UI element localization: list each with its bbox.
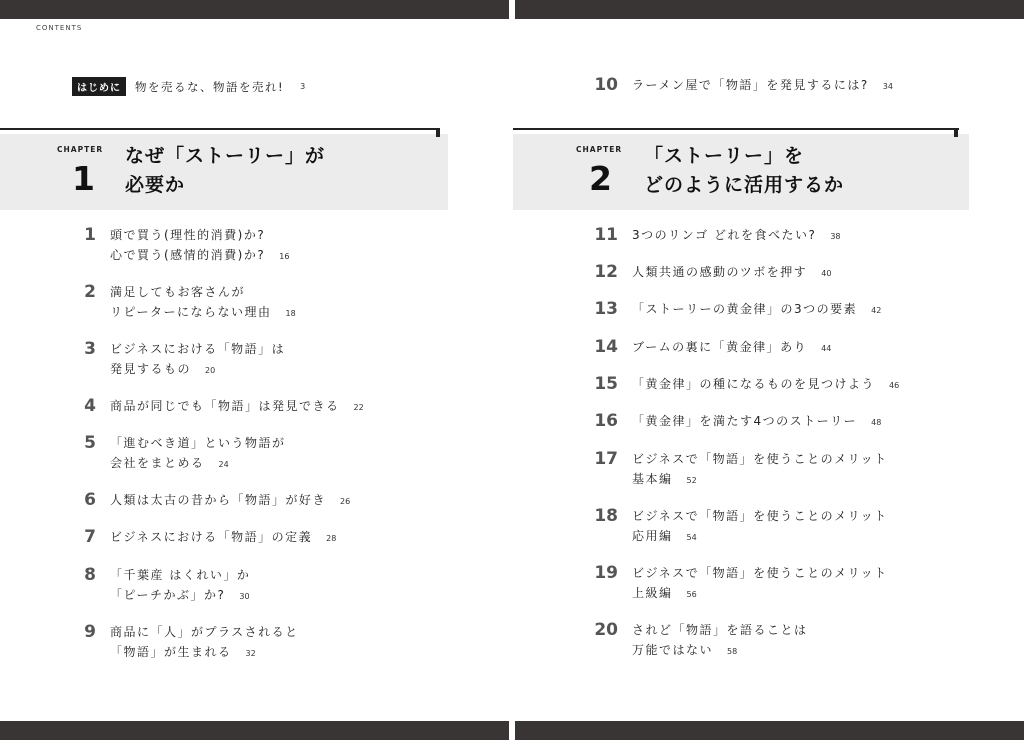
item-number: 13 xyxy=(594,299,618,319)
item-line: ブームの裏に「黄金律」あり xyxy=(632,340,808,354)
toc-item-4[interactable] xyxy=(72,396,364,418)
chapter-1-header xyxy=(0,134,448,210)
bottom-bar-left xyxy=(0,721,509,740)
item-line: 商品が同じでも「物語」は発見できる xyxy=(110,399,340,413)
item-line: 基本編 xyxy=(632,472,673,486)
item-number: 2 xyxy=(84,282,96,302)
item-line: 心で買う(感情的消費)か? xyxy=(110,248,266,262)
item-number: 20 xyxy=(594,620,618,640)
item-text xyxy=(632,563,888,605)
item-page-number: 44 xyxy=(821,344,832,353)
intro-entry[interactable] xyxy=(72,77,305,96)
item-line: 「黄金律」の種になるものを見つけよう xyxy=(632,377,876,391)
item-page-number: 54 xyxy=(686,533,697,542)
item-line: 人類共通の感動のツボを押す xyxy=(632,265,808,279)
toc-item-17[interactable] xyxy=(573,449,888,491)
item-page-number: 46 xyxy=(889,381,900,390)
item-line: 人類は太古の昔から「物語」が好き xyxy=(110,493,327,507)
item-line: 「ピーチかぶ」か? xyxy=(110,588,226,602)
item-line: 「ストーリーの黄金律」の3つの要素 xyxy=(632,302,858,316)
toc-item-6[interactable] xyxy=(72,490,350,512)
item-text xyxy=(110,225,289,267)
item-text xyxy=(110,396,364,418)
toc-item-3[interactable] xyxy=(72,339,285,381)
toc-item-13[interactable] xyxy=(573,299,881,321)
item-line: 商品に「人」がプラスされると xyxy=(110,625,299,639)
item-text xyxy=(110,282,296,324)
item-page-number: 34 xyxy=(882,82,893,91)
toc-item-8[interactable] xyxy=(72,565,250,607)
toc-item-14[interactable] xyxy=(573,337,831,359)
chapter-title-line: なぜ「ストーリー」が xyxy=(125,145,326,167)
toc-item-5[interactable] xyxy=(72,433,286,475)
chapter-title-line: どのように活用するか xyxy=(644,174,845,196)
item-text xyxy=(632,75,893,97)
toc-item-20[interactable] xyxy=(573,620,808,662)
item-number: 6 xyxy=(84,490,96,510)
item-number: 15 xyxy=(594,374,618,394)
item-number: 12 xyxy=(594,262,618,282)
item-text xyxy=(110,490,350,512)
item-page-number: 58 xyxy=(727,647,738,656)
item-line: ビジネスにおける「物語」の定義 xyxy=(110,530,313,544)
chapter-title xyxy=(644,142,844,200)
intro-page-number: 3 xyxy=(300,82,306,91)
item-number: 19 xyxy=(594,563,618,583)
item-line: 「千葉産 はくれい」か xyxy=(110,568,251,582)
item-line: されど「物語」を語ることは xyxy=(632,623,808,637)
toc-item-7[interactable] xyxy=(72,527,336,549)
item-number: 1 xyxy=(84,225,96,245)
item-number: 18 xyxy=(594,506,618,526)
item-number: 7 xyxy=(84,527,96,547)
item-page-number: 32 xyxy=(245,649,256,658)
item-text xyxy=(632,449,888,491)
toc-item-10[interactable] xyxy=(573,75,893,97)
item-text xyxy=(110,527,336,549)
item-number: 14 xyxy=(594,337,618,357)
top-bar-left xyxy=(0,0,509,19)
chapter-number: 1 xyxy=(72,159,95,198)
item-line: ビジネスで「物語」を使うことのメリット xyxy=(632,509,888,523)
intro-badge: はじめに xyxy=(72,77,126,96)
chapter-number: 2 xyxy=(589,159,612,198)
item-line: 「進むべき道」という物語が xyxy=(110,436,286,450)
item-number: 8 xyxy=(84,565,96,585)
bottom-bar-right xyxy=(515,721,1024,740)
chapter-2-header xyxy=(513,134,969,210)
item-text xyxy=(632,299,881,321)
item-line: 頭で買う(理性的消費)か? xyxy=(110,228,266,242)
item-text xyxy=(632,337,831,359)
item-page-number: 42 xyxy=(871,306,882,315)
item-text xyxy=(632,374,899,396)
intro-title: 物を売るな、物語を売れ! xyxy=(135,79,285,94)
item-text xyxy=(632,225,841,247)
toc-item-9[interactable] xyxy=(72,622,299,664)
item-line: 満足してもお客さんが xyxy=(110,285,246,299)
item-line: 上級編 xyxy=(632,586,673,600)
item-text xyxy=(632,506,888,548)
item-text xyxy=(632,411,881,433)
item-line: 「物語」が生まれる xyxy=(110,645,232,659)
item-line: 会社をまとめる xyxy=(110,456,205,470)
item-text xyxy=(110,339,285,381)
toc-item-2[interactable] xyxy=(72,282,296,324)
toc-item-16[interactable] xyxy=(573,411,881,433)
chapter-rule-tick xyxy=(436,128,440,137)
item-page-number: 16 xyxy=(279,252,290,261)
item-text xyxy=(632,262,831,284)
item-page-number: 28 xyxy=(326,534,337,543)
item-line: 3つのリンゴ どれを食べたい? xyxy=(632,228,817,242)
item-page-number: 22 xyxy=(353,403,364,412)
item-line: ビジネスで「物語」を使うことのメリット xyxy=(632,452,888,466)
toc-item-15[interactable] xyxy=(573,374,899,396)
item-number: 16 xyxy=(594,411,618,431)
item-text xyxy=(110,622,299,664)
item-page-number: 52 xyxy=(686,476,697,485)
item-page-number: 40 xyxy=(821,269,832,278)
item-page-number: 38 xyxy=(830,232,841,241)
toc-item-11[interactable] xyxy=(573,225,841,247)
item-number: 11 xyxy=(594,225,618,245)
chapter-label: CHAPTER xyxy=(57,145,104,154)
item-page-number: 20 xyxy=(205,366,216,375)
contents-label: CONTENTS xyxy=(36,24,83,32)
item-page-number: 18 xyxy=(285,309,296,318)
item-number: 10 xyxy=(594,75,618,95)
item-number: 5 xyxy=(84,433,96,453)
item-page-number: 24 xyxy=(218,460,229,469)
item-line: 応用編 xyxy=(632,529,673,543)
item-page-number: 56 xyxy=(686,590,697,599)
item-page-number: 30 xyxy=(239,592,250,601)
item-line: ビジネスで「物語」を使うことのメリット xyxy=(632,566,888,580)
item-text xyxy=(110,433,286,475)
chapter-title-line: 必要か xyxy=(125,174,186,196)
toc-item-18[interactable] xyxy=(573,506,888,548)
item-line: 発見するもの xyxy=(110,362,192,376)
item-page-number: 26 xyxy=(340,497,351,506)
chapter-title-line: 「ストーリー」を xyxy=(644,145,805,167)
item-line: ラーメン屋で「物語」を発見するには? xyxy=(632,78,869,92)
chapter-title xyxy=(125,142,325,200)
chapter-rule xyxy=(513,128,959,130)
chapter-rule xyxy=(0,128,440,130)
item-number: 4 xyxy=(84,396,96,416)
top-bar-right xyxy=(515,0,1024,19)
item-line: 万能ではない xyxy=(632,643,714,657)
item-line: リピーターにならない理由 xyxy=(110,305,272,319)
item-text xyxy=(110,565,250,607)
item-line: 「黄金律」を満たす4つのストーリー xyxy=(632,414,858,428)
toc-item-19[interactable] xyxy=(573,563,888,605)
item-number: 17 xyxy=(594,449,618,469)
item-number: 9 xyxy=(84,622,96,642)
item-line: ビジネスにおける「物語」は xyxy=(110,342,286,356)
toc-item-12[interactable] xyxy=(573,262,831,284)
toc-item-1[interactable] xyxy=(72,225,289,267)
chapter-label: CHAPTER xyxy=(576,145,623,154)
item-text xyxy=(632,620,808,662)
chapter-rule-tick xyxy=(954,128,958,137)
item-page-number: 48 xyxy=(871,418,882,427)
item-number: 3 xyxy=(84,339,96,359)
